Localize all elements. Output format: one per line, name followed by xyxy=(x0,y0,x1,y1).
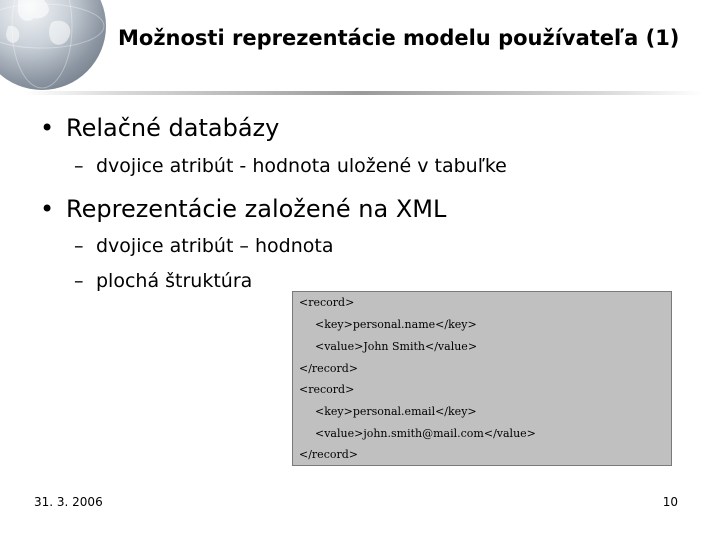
code-line: <record> xyxy=(299,383,355,396)
sub-bullet-flat-structure xyxy=(74,270,252,292)
sub-bullet-marker: – xyxy=(74,270,84,292)
sub-bullet-text: dvojice atribút - hodnota uložené v tabuľke xyxy=(96,155,507,177)
title-divider xyxy=(22,91,702,95)
footer-date: 31. 3. 2006 xyxy=(34,495,103,509)
code-line: <key>personal.email</key> xyxy=(315,405,477,418)
sub-bullet-attribute-value-pairs xyxy=(74,235,333,257)
code-line: <key>personal.name</key> xyxy=(315,318,477,331)
code-line: <record> xyxy=(299,296,355,309)
bullet-text: Reprezentácie založené na XML xyxy=(66,195,447,223)
code-line: </record> xyxy=(299,448,358,461)
xml-code-box xyxy=(292,291,672,466)
sub-bullet-marker: – xyxy=(74,235,84,257)
page-number: 10 xyxy=(662,495,678,509)
globe-icon xyxy=(0,0,106,90)
sub-bullet-text: dvojice atribút – hodnota xyxy=(96,235,334,257)
bullet-marker: • xyxy=(40,114,55,142)
sub-bullet-marker: – xyxy=(74,155,84,177)
bullet-relational-databases xyxy=(40,114,279,142)
slide-title: Možnosti reprezentácie modelu používateľa (1) xyxy=(118,26,680,50)
code-line: </record> xyxy=(299,362,358,375)
code-line: <value>john.smith@mail.com</value> xyxy=(315,427,536,440)
bullet-marker: • xyxy=(40,195,55,223)
bullet-xml-representations xyxy=(40,195,446,223)
code-line: <value>John Smith</value> xyxy=(315,340,478,353)
sub-bullet-attribute-value-table xyxy=(74,155,507,177)
bullet-text: Relačné databázy xyxy=(66,114,280,142)
sub-bullet-text: plochá štruktúra xyxy=(96,270,253,292)
